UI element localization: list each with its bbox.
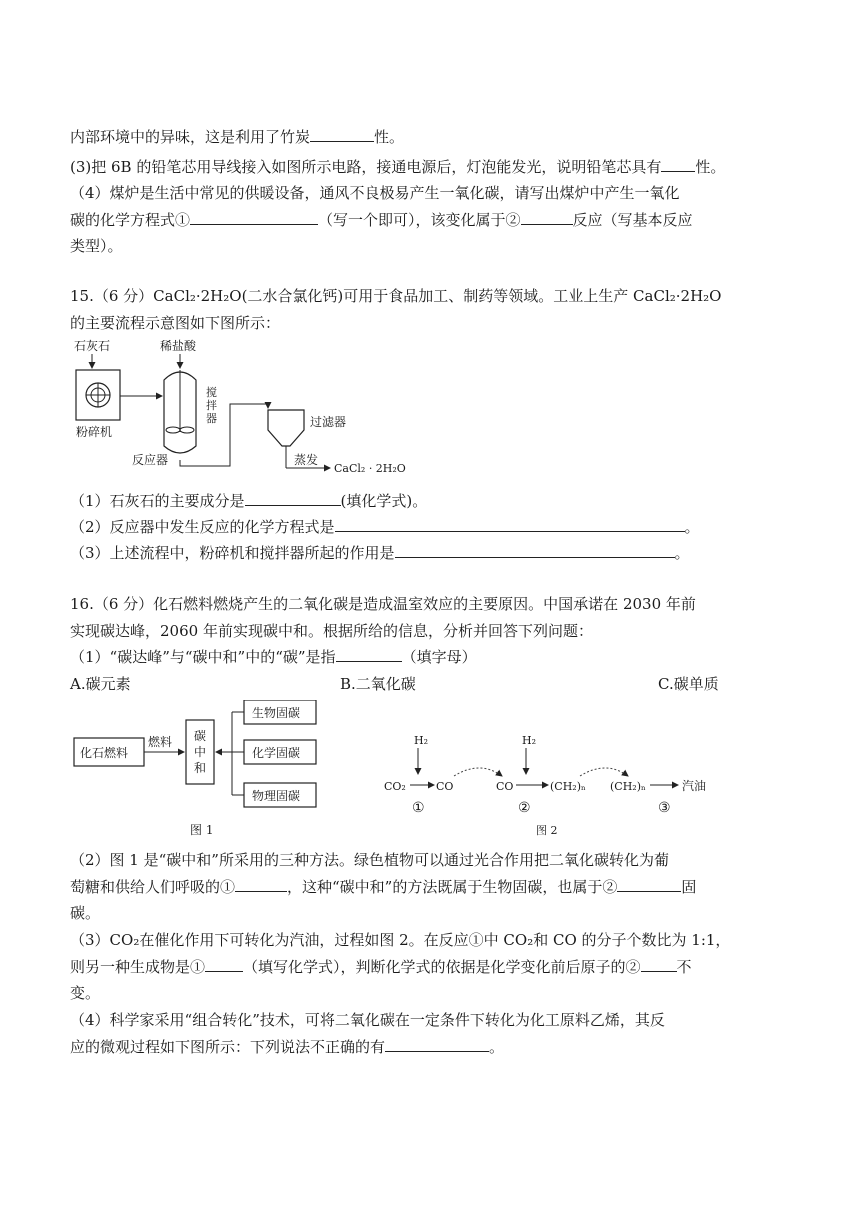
svg-text:CO: CO [436, 780, 454, 793]
svg-text:搅: 搅 [206, 386, 217, 399]
svg-text:CO: CO [496, 780, 514, 793]
q16-sub-3-line-3: 变。 [70, 984, 101, 1002]
svg-text:(CH₂)ₙ: (CH₂)ₙ [550, 780, 586, 793]
q15-process-diagram [72, 336, 412, 478]
answer-blank[interactable] [641, 957, 677, 972]
svg-text:拌: 拌 [206, 399, 217, 412]
reactor-label: 反应器 [132, 453, 169, 467]
figure-2-co2-to-gasoline [380, 730, 740, 840]
crusher-label: 粉碎机 [76, 425, 113, 439]
svg-text:燃料: 燃料 [148, 735, 173, 749]
figure-1-caption: 图 1 [190, 823, 214, 837]
q14-line-5: 类型）。 [70, 237, 123, 255]
q15-stem-line-2: 的主要流程示意图如下图所示： [70, 314, 281, 332]
svg-text:H₂: H₂ [414, 734, 429, 747]
q16-sub-2-line-1: （2）图 1 是“碳中和”所采用的三种方法。绿色植物可以通过光合作用把二氧化碳转化为葡 [70, 851, 669, 869]
q16-stem-line-1: 16.（6 分）化石燃料燃烧产生的二氧化碳是造成温室效应的主要原因。中国承诺在 2030 年前 [70, 595, 696, 613]
answer-blank[interactable] [190, 210, 318, 225]
q15-sub-3: （3）上述流程中，粉碎机和搅拌器所起的作用是 。 [70, 544, 690, 562]
answer-blank[interactable] [245, 491, 341, 506]
figure-1-carbon-neutral [72, 700, 352, 840]
answer-blank[interactable] [205, 957, 243, 972]
svg-text:碳: 碳 [194, 729, 207, 743]
svg-text:化石燃料: 化石燃料 [80, 746, 129, 760]
svg-text:物理固碳: 物理固碳 [252, 789, 301, 803]
filter-label: 过滤器 [310, 415, 347, 429]
filter-vessel [268, 410, 304, 446]
svg-text:中: 中 [194, 745, 207, 759]
answer-blank[interactable] [521, 210, 573, 225]
q14-line-4: 碳的化学方程式① （写一个即可），该变化属于② 反应（写基本反应 [70, 211, 693, 229]
answer-blank[interactable] [661, 157, 695, 172]
q16-sub-4-line-1: （4）科学家采用“组合转化”技术，可将二氧化碳在一定条件下转化为化工原料乙烯，其反 [70, 1011, 665, 1029]
svg-text:②: ② [518, 800, 531, 816]
answer-blank[interactable] [617, 877, 681, 892]
answer-blank[interactable] [385, 1037, 489, 1052]
answer-blank[interactable] [310, 127, 374, 142]
svg-text:和: 和 [194, 761, 207, 775]
q16-sub-2-line-2: 萄糖和供给人们呼吸的① ，这种“碳中和”的方法既属于生物固碳，也属于② 固 [70, 878, 697, 896]
q16-sub-4-line-2: 应的微观过程如下图所示：下列说法不正确的有 。 [70, 1038, 505, 1056]
svg-text:(CH₂)ₙ: (CH₂)ₙ [610, 780, 646, 793]
svg-text:汽油: 汽油 [682, 779, 707, 793]
q15-sub-2: （2）反应器中发生反应的化学方程式是 。 [70, 518, 700, 536]
answer-blank[interactable] [395, 543, 675, 558]
svg-text:H₂: H₂ [522, 734, 537, 747]
acid-label: 稀盐酸 [160, 339, 197, 353]
q15-sub-1: （1）石灰石的主要成分是 (填化学式)。 [70, 492, 428, 510]
q16-stem-line-2: 实现碳达峰，2060 年前实现碳中和。根据所给的信息，分析并回答下列问题： [70, 622, 593, 640]
q16-sub-1: （1）“碳达峰”与“碳中和”中的“碳”是指 （填字母） [70, 648, 477, 666]
answer-blank[interactable] [235, 877, 287, 892]
q14-line-2: (3)把 6B 的铅笔芯用导线接入如图所示电路，接通电源后，灯泡能发光，说明铅笔芯具有 性。 [70, 158, 726, 176]
option-a: A.碳元素 [70, 675, 131, 693]
pipe [180, 404, 268, 466]
svg-text:化学固碳: 化学固碳 [252, 746, 301, 760]
option-c: C.碳单质 [658, 675, 719, 693]
option-b: B.二氧化碳 [340, 675, 416, 693]
svg-text:CO₂: CO₂ [384, 780, 406, 793]
q14-line-3: （4）煤炉是生活中常见的供暖设备，通风不良极易产生一氧化碳，请写出煤炉中产生一氧化 [70, 184, 680, 202]
q16-sub-2-line-3: 碳。 [70, 904, 101, 922]
svg-text:生物固碳: 生物固碳 [252, 706, 301, 720]
svg-text:③: ③ [658, 800, 671, 816]
limestone-label: 石灰石 [74, 339, 111, 353]
evaporate-label: 蒸发 [294, 453, 319, 467]
answer-blank[interactable] [335, 517, 685, 532]
svg-text:①: ① [412, 800, 425, 816]
q14-line-1: 内部环境中的异味，这是利用了竹炭 性。 [70, 128, 405, 146]
svg-text:器: 器 [206, 412, 217, 425]
q15-stem-line-1: 15.（6 分）CaCl₂·2H₂O(二水合氯化钙)可用于食品加工、制药等领域。工业上生产 CaCl₂·2H₂O [70, 287, 722, 305]
figure-2-caption: 图 2 [536, 824, 558, 837]
answer-blank[interactable] [336, 647, 402, 662]
q16-sub-3-line-1: （3）CO₂在催化作用下可转化为汽油，过程如图 2。在反应①中 CO₂和 CO 的分子个数比为 1:1， [70, 931, 731, 949]
product-label: CaCl₂ · 2H₂O [334, 462, 406, 475]
q16-sub-3-line-2: 则另一种生成物是① （填写化学式），判断化学式的依据是化学变化前后原子的② 不 [70, 958, 692, 976]
